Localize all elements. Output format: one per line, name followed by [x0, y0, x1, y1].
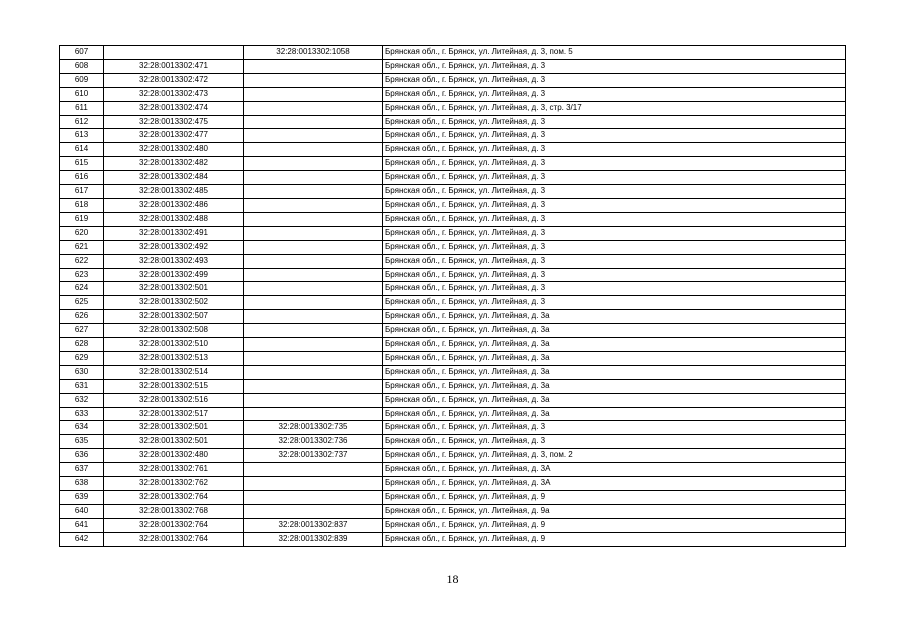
cadastral-number-cell: 32:28:0013302:764 [104, 518, 244, 532]
address-cell: Брянская обл., г. Брянск, ул. Литейная, д. 3, пом. 2 [383, 449, 846, 463]
cadastral-number-cell: 32:28:0013302:491 [104, 226, 244, 240]
table-body [60, 46, 846, 547]
cadastral-number-cell: 32:28:0013302:508 [104, 324, 244, 338]
table-row [60, 87, 846, 101]
cadastral-number-cell: 32:28:0013302:501 [104, 421, 244, 435]
object-number-cell [244, 171, 383, 185]
row-number-cell: 616 [60, 171, 104, 185]
address-cell: Брянская обл., г. Брянск, ул. Литейная, д. 3 [383, 282, 846, 296]
object-number-cell [244, 212, 383, 226]
cadastral-number-cell: 32:28:0013302:768 [104, 504, 244, 518]
address-cell: Брянская обл., г. Брянск, ул. Литейная, д. 3 [383, 240, 846, 254]
table-row [60, 268, 846, 282]
table-row [60, 449, 846, 463]
table-row [60, 324, 846, 338]
object-number-cell [244, 365, 383, 379]
table-row [60, 185, 846, 199]
object-number-cell [244, 143, 383, 157]
object-number-cell [244, 87, 383, 101]
address-cell: Брянская обл., г. Брянск, ул. Литейная, д. 3 [383, 226, 846, 240]
row-number-cell: 640 [60, 504, 104, 518]
cadastral-number-cell: 32:28:0013302:488 [104, 212, 244, 226]
row-number-cell: 611 [60, 101, 104, 115]
address-cell: Брянская обл., г. Брянск, ул. Литейная, д. 3 [383, 268, 846, 282]
table-row [60, 240, 846, 254]
object-number-cell [244, 477, 383, 491]
cadastral-number-cell: 32:28:0013302:517 [104, 407, 244, 421]
cadastral-number-cell: 32:28:0013302:764 [104, 532, 244, 546]
row-number-cell: 632 [60, 393, 104, 407]
row-number-cell: 618 [60, 198, 104, 212]
object-number-cell [244, 379, 383, 393]
address-cell: Брянская обл., г. Брянск, ул. Литейная, д. 3 [383, 157, 846, 171]
table-row [60, 296, 846, 310]
address-cell: Брянская обл., г. Брянск, ул. Литейная, д. 3 [383, 296, 846, 310]
row-number-cell: 631 [60, 379, 104, 393]
row-number-cell: 610 [60, 87, 104, 101]
object-number-cell [244, 282, 383, 296]
row-number-cell: 638 [60, 477, 104, 491]
table-row [60, 73, 846, 87]
object-number-cell [244, 310, 383, 324]
cadastral-number-cell: 32:28:0013302:502 [104, 296, 244, 310]
table-row [60, 491, 846, 505]
table-row [60, 226, 846, 240]
cadastral-number-cell: 32:28:0013302:485 [104, 185, 244, 199]
object-number-cell [244, 393, 383, 407]
object-number-cell [244, 338, 383, 352]
object-number-cell [244, 324, 383, 338]
cadastral-number-cell: 32:28:0013302:492 [104, 240, 244, 254]
table-row [60, 532, 846, 546]
address-cell: Брянская обл., г. Брянск, ул. Литейная, д. 3а [383, 407, 846, 421]
cadastral-number-cell: 32:28:0013302:474 [104, 101, 244, 115]
object-number-cell [244, 296, 383, 310]
cadastral-number-cell: 32:28:0013302:516 [104, 393, 244, 407]
address-cell: Брянская обл., г. Брянск, ул. Литейная, д. 3а [383, 338, 846, 352]
object-number-cell [244, 115, 383, 129]
object-number-cell: 32:28:0013302:837 [244, 518, 383, 532]
table-row [60, 46, 846, 60]
cadastral-number-cell: 32:28:0013302:762 [104, 477, 244, 491]
address-cell: Брянская обл., г. Брянск, ул. Литейная, д. 3А [383, 477, 846, 491]
address-cell: Брянская обл., г. Брянск, ул. Литейная, д. 3а [383, 310, 846, 324]
row-number-cell: 625 [60, 296, 104, 310]
table-row [60, 171, 846, 185]
object-number-cell [244, 407, 383, 421]
cadastral-number-cell [104, 46, 244, 60]
table-row [60, 143, 846, 157]
row-number-cell: 636 [60, 449, 104, 463]
object-number-cell [244, 129, 383, 143]
cadastral-number-cell: 32:28:0013302:480 [104, 449, 244, 463]
row-number-cell: 615 [60, 157, 104, 171]
object-number-cell: 32:28:0013302:737 [244, 449, 383, 463]
object-number-cell: 32:28:0013302:736 [244, 435, 383, 449]
object-number-cell: 32:28:0013302:735 [244, 421, 383, 435]
cadastral-number-cell: 32:28:0013302:510 [104, 338, 244, 352]
row-number-cell: 624 [60, 282, 104, 296]
row-number-cell: 642 [60, 532, 104, 546]
address-cell: Брянская обл., г. Брянск, ул. Литейная, д. 3 [383, 185, 846, 199]
address-cell: Брянская обл., г. Брянск, ул. Литейная, д. 3 [383, 198, 846, 212]
cadastral-number-cell: 32:28:0013302:507 [104, 310, 244, 324]
cadastral-number-cell: 32:28:0013302:501 [104, 435, 244, 449]
table-row [60, 212, 846, 226]
row-number-cell: 613 [60, 129, 104, 143]
address-cell: Брянская обл., г. Брянск, ул. Литейная, д. 3а [383, 393, 846, 407]
table-row [60, 463, 846, 477]
address-cell: Брянская обл., г. Брянск, ул. Литейная, д. 3 [383, 143, 846, 157]
row-number-cell: 630 [60, 365, 104, 379]
object-number-cell [244, 157, 383, 171]
address-cell: Брянская обл., г. Брянск, ул. Литейная, д. 9 [383, 491, 846, 505]
cadastral-number-cell: 32:28:0013302:477 [104, 129, 244, 143]
row-number-cell: 609 [60, 73, 104, 87]
object-number-cell [244, 463, 383, 477]
row-number-cell: 621 [60, 240, 104, 254]
cadastral-number-cell: 32:28:0013302:484 [104, 171, 244, 185]
table-row [60, 59, 846, 73]
row-number-cell: 612 [60, 115, 104, 129]
cadastral-number-cell: 32:28:0013302:501 [104, 282, 244, 296]
address-cell: Брянская обл., г. Брянск, ул. Литейная, д. 3а [383, 351, 846, 365]
object-number-cell [244, 185, 383, 199]
table-row [60, 157, 846, 171]
cadastral-number-cell: 32:28:0013302:486 [104, 198, 244, 212]
row-number-cell: 626 [60, 310, 104, 324]
row-number-cell: 634 [60, 421, 104, 435]
table-row [60, 504, 846, 518]
object-number-cell [244, 198, 383, 212]
row-number-cell: 635 [60, 435, 104, 449]
row-number-cell: 623 [60, 268, 104, 282]
address-cell: Брянская обл., г. Брянск, ул. Литейная, д. 3а [383, 365, 846, 379]
row-number-cell: 628 [60, 338, 104, 352]
table-row [60, 421, 846, 435]
table-row [60, 407, 846, 421]
cadastral-number-cell: 32:28:0013302:482 [104, 157, 244, 171]
address-cell: Брянская обл., г. Брянск, ул. Литейная, д. 3а [383, 379, 846, 393]
object-number-cell [244, 491, 383, 505]
row-number-cell: 641 [60, 518, 104, 532]
address-cell: Брянская обл., г. Брянск, ул. Литейная, д. 3 [383, 59, 846, 73]
table-row [60, 129, 846, 143]
table-row [60, 282, 846, 296]
table-row [60, 115, 846, 129]
row-number-cell: 629 [60, 351, 104, 365]
cadastral-number-cell: 32:28:0013302:513 [104, 351, 244, 365]
object-number-cell [244, 73, 383, 87]
table-row [60, 101, 846, 115]
address-cell: Брянская обл., г. Брянск, ул. Литейная, д. 3 [383, 421, 846, 435]
object-number-cell [244, 59, 383, 73]
address-cell: Брянская обл., г. Брянск, ул. Литейная, д. 3, стр. 3/17 [383, 101, 846, 115]
table-row [60, 435, 846, 449]
table-row [60, 393, 846, 407]
row-number-cell: 619 [60, 212, 104, 226]
cadastral-number-cell: 32:28:0013302:493 [104, 254, 244, 268]
cadastral-number-cell: 32:28:0013302:480 [104, 143, 244, 157]
cadastral-number-cell: 32:28:0013302:761 [104, 463, 244, 477]
row-number-cell: 607 [60, 46, 104, 60]
table-row [60, 477, 846, 491]
table-row [60, 198, 846, 212]
object-number-cell [244, 504, 383, 518]
object-number-cell [244, 101, 383, 115]
row-number-cell: 639 [60, 491, 104, 505]
address-cell: Брянская обл., г. Брянск, ул. Литейная, д. 3а [383, 324, 846, 338]
table-row [60, 351, 846, 365]
address-cell: Брянская обл., г. Брянск, ул. Литейная, д. 3 [383, 254, 846, 268]
cadastral-number-cell: 32:28:0013302:515 [104, 379, 244, 393]
cadastral-number-cell: 32:28:0013302:514 [104, 365, 244, 379]
row-number-cell: 608 [60, 59, 104, 73]
address-cell: Брянская обл., г. Брянск, ул. Литейная, д. 3 [383, 435, 846, 449]
table-row [60, 518, 846, 532]
table-row [60, 365, 846, 379]
address-cell: Брянская обл., г. Брянск, ул. Литейная, д. 3 [383, 129, 846, 143]
address-cell: Брянская обл., г. Брянск, ул. Литейная, д. 3А [383, 463, 846, 477]
address-cell: Брянская обл., г. Брянск, ул. Литейная, д. 3 [383, 87, 846, 101]
object-number-cell [244, 268, 383, 282]
row-number-cell: 614 [60, 143, 104, 157]
object-number-cell [244, 240, 383, 254]
row-number-cell: 622 [60, 254, 104, 268]
cadastral-number-cell: 32:28:0013302:499 [104, 268, 244, 282]
cadastral-number-cell: 32:28:0013302:475 [104, 115, 244, 129]
row-number-cell: 620 [60, 226, 104, 240]
row-number-cell: 627 [60, 324, 104, 338]
table-row [60, 379, 846, 393]
cadastral-number-cell: 32:28:0013302:471 [104, 59, 244, 73]
address-cell: Брянская обл., г. Брянск, ул. Литейная, д. 3 [383, 212, 846, 226]
object-number-cell: 32:28:0013302:1058 [244, 46, 383, 60]
row-number-cell: 633 [60, 407, 104, 421]
cadastral-number-cell: 32:28:0013302:764 [104, 491, 244, 505]
cadastral-table [59, 45, 846, 547]
table-row [60, 254, 846, 268]
address-cell: Брянская обл., г. Брянск, ул. Литейная, д. 3 [383, 115, 846, 129]
table-row [60, 310, 846, 324]
address-cell: Брянская обл., г. Брянск, ул. Литейная, д. 9 [383, 518, 846, 532]
address-cell: Брянская обл., г. Брянск, ул. Литейная, д. 9а [383, 504, 846, 518]
object-number-cell [244, 351, 383, 365]
address-cell: Брянская обл., г. Брянск, ул. Литейная, д. 3, пом. 5 [383, 46, 846, 60]
object-number-cell [244, 226, 383, 240]
address-cell: Брянская обл., г. Брянск, ул. Литейная, д. 9 [383, 532, 846, 546]
page-number: 18 [446, 572, 459, 586]
address-cell: Брянская обл., г. Брянск, ул. Литейная, д. 3 [383, 171, 846, 185]
row-number-cell: 617 [60, 185, 104, 199]
object-number-cell: 32:28:0013302:839 [244, 532, 383, 546]
cadastral-number-cell: 32:28:0013302:472 [104, 73, 244, 87]
cadastral-number-cell: 32:28:0013302:473 [104, 87, 244, 101]
object-number-cell [244, 254, 383, 268]
table-row [60, 338, 846, 352]
address-cell: Брянская обл., г. Брянск, ул. Литейная, д. 3 [383, 73, 846, 87]
row-number-cell: 637 [60, 463, 104, 477]
